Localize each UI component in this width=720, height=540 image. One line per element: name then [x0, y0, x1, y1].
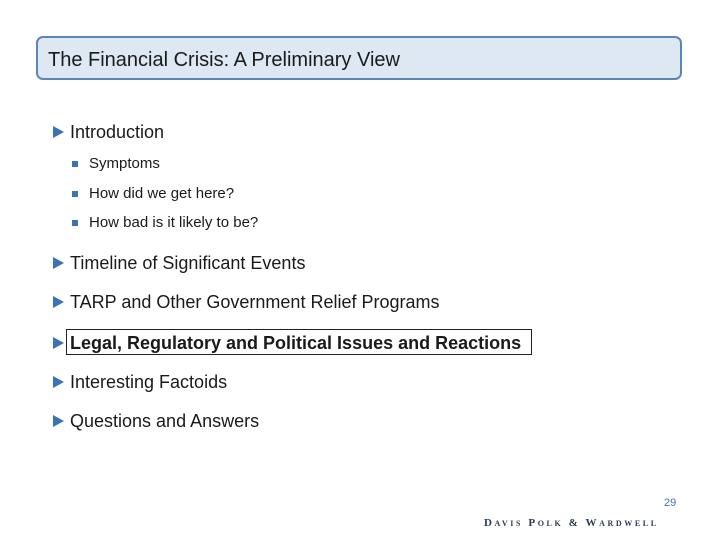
slide-title: The Financial Crisis: A Preliminary View — [48, 49, 400, 71]
agenda-subitem-label: How bad is it likely to be? — [89, 214, 259, 231]
square-bullet-icon — [72, 220, 78, 226]
agenda-item-label: TARP and Other Government Relief Programs — [70, 292, 440, 312]
triangle-bullet-icon — [53, 337, 64, 349]
page-number: 29 — [664, 497, 677, 509]
agenda-subitem-label: How did we get here? — [89, 185, 235, 202]
triangle-bullet-icon — [53, 257, 64, 269]
title-bar — [36, 36, 682, 80]
square-bullet-icon — [72, 191, 78, 197]
triangle-bullet-icon — [53, 415, 64, 427]
agenda-item-label: Questions and Answers — [70, 411, 260, 431]
triangle-bullet-icon — [53, 376, 64, 388]
agenda-item-label: Introduction — [70, 122, 165, 142]
square-bullet-icon — [72, 161, 78, 167]
agenda-item-label: Legal, Regulatory and Political Issues and Reactions — [70, 333, 522, 353]
agenda-item-label: Timeline of Significant Events — [70, 253, 306, 273]
triangle-bullet-icon — [53, 296, 64, 308]
agenda-subitem-label: Symptoms — [89, 155, 160, 172]
triangle-bullet-icon — [53, 126, 64, 138]
footer-logo: Davis Polk & Wardwell — [484, 517, 659, 529]
agenda-item-label: Interesting Factoids — [70, 372, 228, 392]
